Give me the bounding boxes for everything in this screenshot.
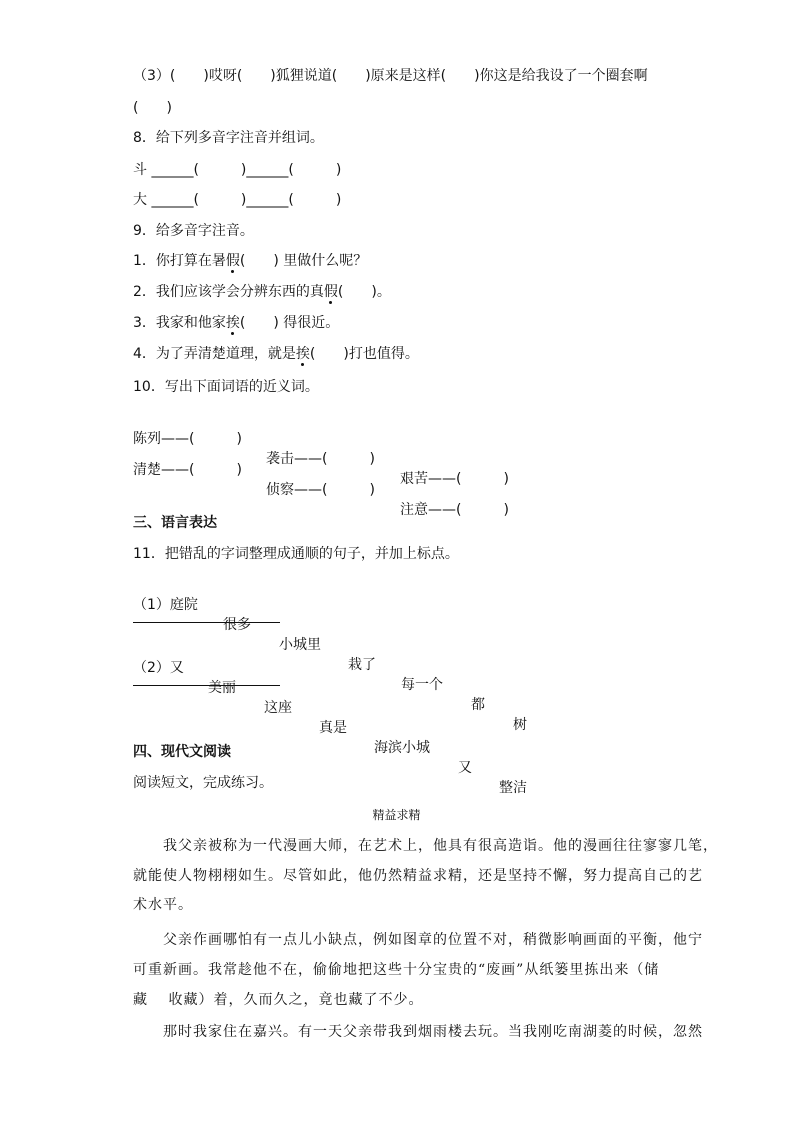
word-token: 海滨小城: [374, 740, 430, 756]
word-token: 树: [513, 717, 527, 733]
q10-row-2: [133, 440, 533, 520]
passage-title: 精益求精: [372, 808, 421, 822]
passage-line: 就能使人物栩栩如生。尽管如此，他仍然精益求精，还是坚持不懈，努力提高自己的艺: [133, 868, 703, 884]
q9-item-2: 2．我们应该学会分辨东西的真假( )。: [133, 284, 391, 300]
synonym-item: 袭击——( ): [266, 451, 375, 467]
q8-row-1: 斗 ______( )______( ): [133, 162, 342, 178]
passage-line: 父亲作画哪怕有一点儿小缺点，例如图章的位置不对，稍微影响画面的平衡，他宁: [133, 932, 703, 948]
q9-item-1: 1．你打算在暑假( ) 里做什么呢？: [133, 253, 368, 269]
word-token: 小城里: [279, 637, 321, 653]
section-3-heading: 三、语言表达: [133, 515, 217, 531]
q9-item-3: 3．我家和他家挨( ) 得很近。: [133, 315, 340, 331]
word-token: 都: [471, 697, 485, 713]
passage-line: 我父亲被称为一代漫画大师，在艺术上，他具有很高造诣。他的漫画往往寥寥几笔，: [133, 838, 718, 854]
passage-line: 可重新画。我常趁他不在，偷偷地把这些十分宝贵的“废画”从纸篓里拣出来（储: [133, 962, 660, 978]
synonym-item: 陈列——( ): [133, 431, 242, 447]
synonym-item: 注意——( ): [400, 502, 509, 518]
word-token: 真是: [319, 720, 347, 736]
reading-instruction: 阅读短文，完成练习。: [133, 775, 273, 791]
word-token: 每一个: [401, 677, 443, 693]
q11-title: 11．把错乱的字词整理成通顺的句子，并加上标点。: [133, 546, 459, 562]
q8-row-2: 大 ______( )______( ): [133, 192, 342, 208]
passage-line: 那时我家住在嘉兴。有一天父亲带我到烟雨楼去玩。当我刚吃南湖菱的时候，忽然: [133, 1024, 703, 1040]
word-token: 很多: [223, 617, 251, 633]
synonym-item: 清楚——( ): [133, 462, 242, 478]
q9-item-4: 4．为了弄清楚道理，就是挨( )打也值得。: [133, 346, 419, 362]
synonym-item: 艰苦——( ): [400, 471, 509, 487]
passage-line: 术水平。: [133, 897, 193, 913]
q7-3-line: （3）( )哎呀( )狐狸说道( )原来是这样( )你这是给我设了一个圈套啊: [133, 68, 648, 84]
answer-blank-2[interactable]: [133, 685, 280, 686]
section-4-heading: 四、现代文阅读: [133, 744, 231, 760]
word-token: 又: [458, 760, 472, 776]
word-token: （2）又: [133, 660, 184, 676]
synonym-item: 侦察——( ): [266, 482, 375, 498]
q7-3-line-cont: ( ): [133, 100, 172, 116]
word-token: 栽了: [348, 657, 376, 673]
q8-title: 8．给下列多音字注音并组词。: [133, 130, 324, 146]
word-token: 美丽: [208, 680, 236, 696]
passage-line: 藏 收藏）着，久而久之，竟也藏了不少。: [133, 992, 424, 1008]
answer-blank-1[interactable]: [133, 622, 280, 623]
q9-title: 9．给多音字注音。: [133, 223, 254, 239]
word-token: 这座: [264, 700, 292, 716]
word-token: 整洁: [499, 780, 527, 796]
q10-title: 10．写出下面词语的近义词。: [133, 379, 319, 395]
word-token: （1）庭院: [133, 597, 198, 613]
